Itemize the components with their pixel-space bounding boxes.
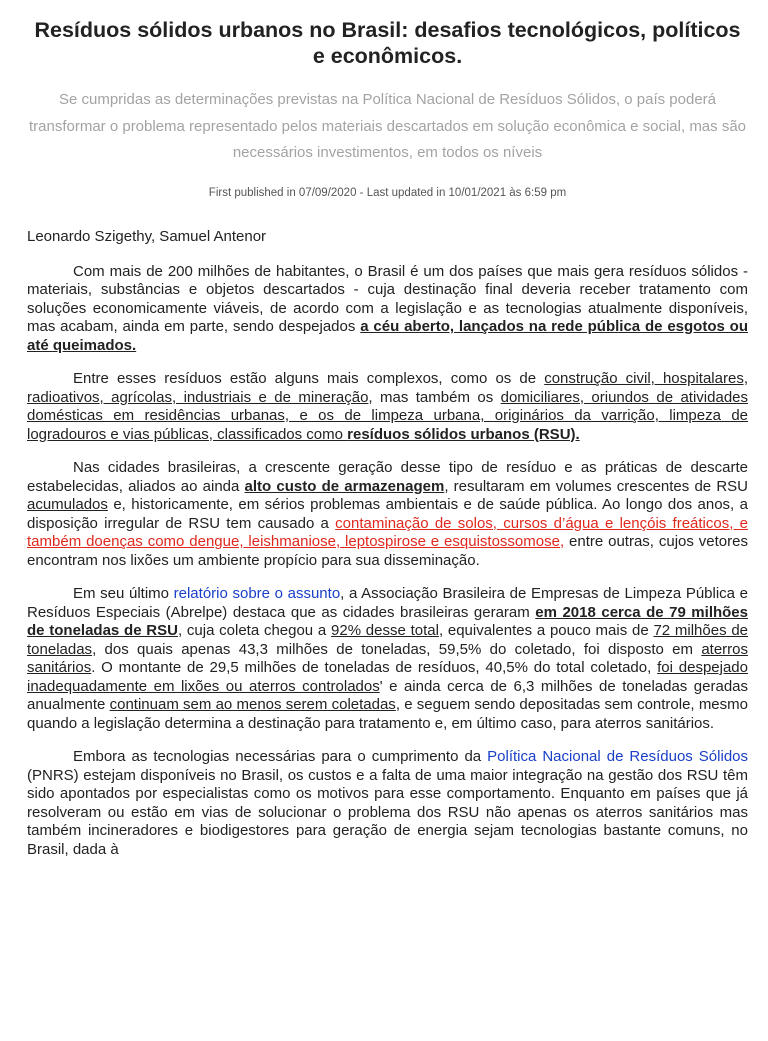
p1-text: Com mais de 200 milhões de habitantes, o Brasil é um dos países que mais gera resíduos sólidos - materiais, substâncias e objetos descartados - cuja destinação final deveria receber tratamento com soluções economicamente viáveis, de acordo com a legislação e as tecnologias atualmente disponíveis, mas acabam, ainda em parte, sendo despejados [27, 262, 748, 335]
p4-link-report[interactable]: relatório sobre o assunto [173, 585, 341, 602]
p3-link-storage-cost[interactable]: alto custo de armazenagem [244, 477, 445, 495]
paragraph-2 [27, 370, 748, 444]
p3-text-b: , resultaram em volumes crescentes de RSU [444, 477, 748, 495]
p3-link-accumulated[interactable]: acumulados [27, 496, 108, 513]
p5-text-a: Embora as tecnologias necessárias para o cumprimento da [73, 748, 488, 765]
article-page [0, 17, 768, 1041]
p2-text-b: , mas também os [368, 388, 501, 406]
p4-text-d: , equivalentes a pouco mais de [438, 622, 654, 639]
p2-link-waste-types[interactable]: construção civil, hospitalares, radioativos, agrícolas, industriais e de mineração [27, 370, 748, 406]
paragraph-5 [27, 748, 748, 859]
p2-text-a: Entre esses resíduos estão alguns mais complexos, como os de [73, 370, 545, 387]
p4-link-landfills[interactable]: aterros sanitários [27, 640, 748, 676]
p4-link-dumps[interactable]: foi despejado inadequadamente em lixões ou aterros controlados [27, 659, 748, 695]
paragraph-1 [27, 263, 748, 356]
p1-emphasis-link[interactable]: a céu aberto, lançados na rede pública de esgotos ou até queimados. [27, 318, 748, 354]
p3-text-d: entre outras, cujos vetores encontram nos lixões um ambiente propício para sua disseminação. [27, 533, 748, 569]
p4-link-uncollected[interactable]: continuam sem ao menos serem coletadas [109, 696, 396, 713]
p4-text-f: . O montante de 29,5 milhões de toneladas de resíduos, 40,5% do total coletado, [91, 659, 658, 676]
article-subtitle: Se cumpridas as determinações previstas na Política Nacional de Resíduos Sólidos, o país poderá transformar o problema representado pelos materiais descartados em solução econômica e social, mas são necessários investimentos, em todos os níveis [28, 91, 747, 161]
p2-link-domestic-waste[interactable]: domiciliares, oriundos de atividades domésticas em residências urbanas, e os de limpeza urbana, originários da varrição, limpeza de logradouros e vias públicas, classificados como [27, 388, 748, 443]
article-title: Resíduos sólidos urbanos no Brasil: desafios tecnológicos, políticos e econômicos. [34, 18, 741, 68]
p4-text-c: , cuja coleta chegou a [177, 622, 332, 639]
p3-text-a: Nas cidades brasileiras, a crescente geração desse tipo de resíduo e as práticas de descarte estabelecidas, aliados ao ainda [27, 459, 748, 495]
p3-text-c: e, historicamente, em sérios problemas ambientais e de saúde pública. Ao longo dos anos, a disposição irregular de RSU tem causado a [27, 496, 748, 532]
paragraph-4 [27, 585, 748, 733]
p4-text-h: , e seguem sendo depositadas sem controle, mesmo quando a legislação determina a destinação para tratamento e, em último caso, para aterros sanitários. [27, 696, 748, 732]
p2-link-rsu[interactable]: resíduos sólidos urbanos (RSU). [347, 425, 580, 443]
p5-text-b: (PNRS) estejam disponíveis no Brasil, os custos e a falta de uma maior integração na gestão dos RSU têm sido apontados por especialistas como os motivos para esse comportamento. Enquanto em países que já resolveram ou estão em vias de solucionar o problema dos RSU não apenas os aterros sanitários mas também incineradores e biodigestores para geração de energia sejam tecnologias bastante comuns, no Brasil, dada à [27, 766, 748, 858]
p4-text-a: Em seu último [73, 585, 174, 602]
p4-text-e: , dos quais apenas 43,3 milhões de toneladas, 59,5% do coletado, foi disposto em [92, 640, 702, 658]
p4-text-g: ' e ainda cerca de 6,3 milhões de toneladas geradas anualmente [27, 677, 749, 713]
publication-meta: First published in 07/09/2020 - Last updated in 10/01/2021 às 6:59 pm [208, 186, 567, 199]
p4-text-b: , a Associação Brasileira de Empresas de Limpeza Pública e Resíduos Especiais (Abrelpe) destaca que as cidades brasileiras geraram [27, 585, 748, 621]
p4-link-79-million[interactable]: em 2018 cerca de 79 milhões de toneladas de RSU [27, 603, 748, 639]
paragraph-3 [27, 459, 748, 570]
p3-link-contamination[interactable]: contaminação de solos, cursos d’água e lençóis freáticos, e também doenças como dengue, leishmaniose, leptospirose e esquistossomose, [27, 514, 749, 550]
article-authors: Leonardo Szigethy, Samuel Antenor [27, 227, 267, 245]
p4-link-92-percent[interactable]: 92% desse total [331, 622, 439, 639]
p5-link-pnrs[interactable]: Política Nacional de Resíduos Sólidos [487, 748, 748, 765]
p4-link-72-million[interactable]: 72 milhões de toneladas [27, 622, 749, 658]
